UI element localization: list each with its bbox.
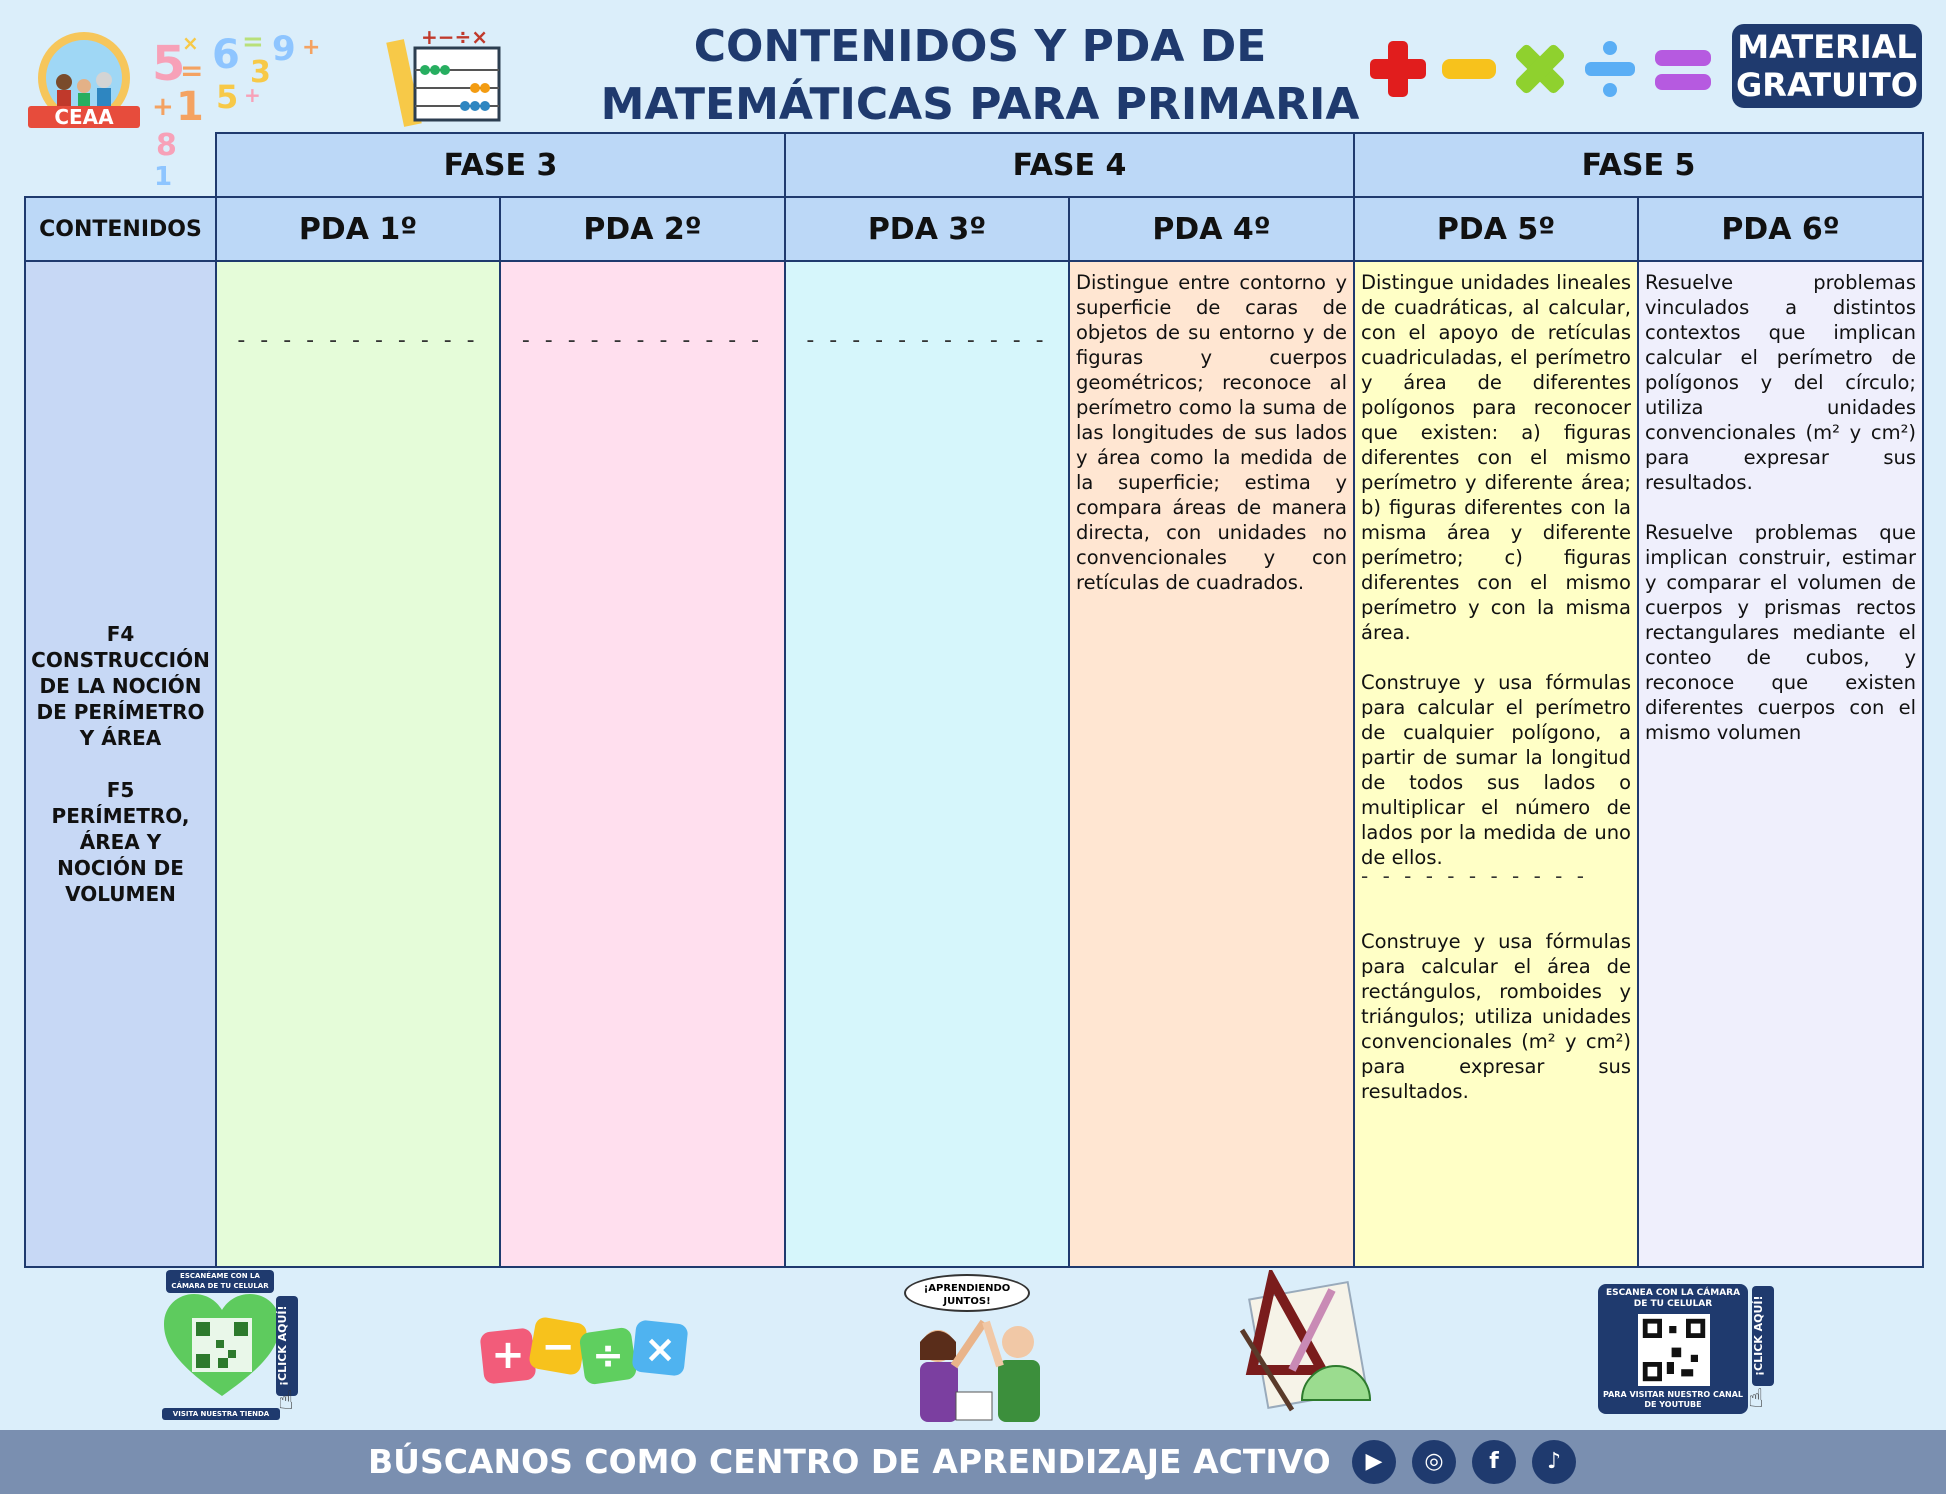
f5-label: F5 (106, 778, 135, 802)
svg-text:1: 1 (176, 84, 204, 130)
tiktok-icon[interactable]: ♪ (1532, 1440, 1576, 1484)
pda-5-cell (1354, 261, 1638, 1267)
svg-text:5: 5 (152, 36, 186, 92)
bottom-bar (0, 1430, 1946, 1494)
plus-icon (1370, 41, 1426, 97)
svg-text:−: − (541, 1324, 575, 1370)
svg-text:1: 1 (154, 162, 173, 190)
footer-icons (0, 1270, 1946, 1430)
store-qr-code[interactable]: ESCANÉAME CON LA CÁMARA DE TU CELULAR VISITA NUESTRA TIENDA ¡CLICK AQUÍ! ☝ (160, 1270, 310, 1422)
svg-text:9: 9 (272, 29, 296, 69)
youtube-qr-code[interactable]: ESCANEA CON LA CÁMARA DE TU CELULAR PARA VISITAR NUESTRO CANAL DE YOUTUBE ¡CLICK AQUÍ! ☝ (1598, 1284, 1784, 1420)
pda-5-text-2: Construye y usa fórmulas para calcular el perímetro de cualquier polígono, a partir de sumar la longitud de todos sus lados o multiplicar el número de lados por la medida de uno de ellos. (1361, 671, 1631, 869)
svg-text:6: 6 (212, 32, 240, 78)
pda-6-cell (1638, 261, 1923, 1267)
pda-1-header: PDA 1º (216, 197, 500, 261)
separator-dash: - - - - - - - - - - - (1361, 864, 1588, 888)
instagram-icon[interactable]: ◎ (1412, 1440, 1456, 1484)
svg-text:CEAA: CEAA (54, 105, 114, 129)
svg-text:+: + (302, 35, 321, 60)
pda-3-header: PDA 3º (785, 197, 1069, 261)
math-tiles-icon (478, 1314, 698, 1394)
fase-3-header: FASE 3 (216, 133, 785, 197)
click-aqui-label[interactable]: ¡CLICK AQUÍ! (1752, 1286, 1774, 1386)
svg-text:÷: ÷ (592, 1333, 624, 1377)
pda-5-text-1: Distingue unidades lineales de cuadráticas, al calcular, con el apoyo de retículas cuadriculadas, el perímetro y área de diferentes polígonos para reconocer que existen: a) figuras diferentes con el mismo perímetro y diferente área; b) figuras diferentes con la misma área y diferente perímetro; c) figuras diferentes con el mismo perímetro y con la misma área. (1361, 271, 1631, 644)
pda-4-cell (1069, 261, 1354, 1267)
pda-6-header: PDA 6º (1638, 197, 1923, 261)
minus-icon (1442, 59, 1496, 79)
equals-icon (1655, 50, 1711, 90)
material-gratuito-badge: MATERIAL GRATUITO (1732, 24, 1922, 108)
pda-2-cell (500, 261, 785, 1267)
page-title (560, 18, 1400, 134)
svg-text:3: 3 (250, 55, 271, 90)
pda-3-cell (785, 261, 1069, 1267)
svg-text:=: = (242, 27, 264, 57)
svg-text:=: = (180, 54, 204, 87)
bottom-bar-text: BÚSCANOS COMO CENTRO DE APRENDIZAJE ACTIVO (368, 1442, 1331, 1481)
empty-dash: - - - - - - - - - - - (806, 328, 1048, 353)
pointer-hand-icon: ☝ (1748, 1384, 1764, 1414)
svg-text:+: + (152, 92, 174, 122)
empty-dash: - - - - - - - - - - - (237, 328, 479, 353)
pda-5-header: PDA 5º (1354, 197, 1638, 261)
svg-text:8: 8 (156, 128, 177, 163)
f4-text: CONSTRUCCIÓN DE LA NOCIÓN DE PERÍMETRO Y ÁREA (31, 648, 210, 750)
pda-2-header: PDA 2º (500, 197, 785, 261)
qr-code-icon (1638, 1314, 1710, 1386)
click-aqui-label[interactable]: ¡CLICK AQUÍ! (276, 1296, 298, 1396)
pda-4-text: Distingue entre contorno y superficie de caras de objetos de su entorno y de figuras y cuerpos geométricos; reconoce al perímetro como la suma de las longitudes de sus lados y área como la medida de la superficie; estima y compara áreas de manera directa, con unidades no convencionales y con retículas de cuadrados. (1076, 271, 1347, 594)
abacus-icon (385, 28, 505, 128)
title-line-1: CONTENIDOS Y PDA DE (693, 21, 1267, 72)
svg-text:×: × (644, 1327, 676, 1371)
contenidos-pda-table (24, 132, 1924, 1268)
multiply-icon (1500, 36, 1579, 102)
pda-1-cell (216, 261, 500, 1267)
ceaa-logo (24, 30, 144, 130)
pda-4-header: PDA 4º (1069, 197, 1354, 261)
pda-6-text-2: Resuelve problemas que implican construir, estimar y comparar el volumen de cuerpos y prismas rectos rectangulares mediante el conteo de cubos, y reconoce que existen diferentes cuerpos con el mismo volumen (1645, 521, 1916, 744)
math-operators-decoration (1370, 36, 1715, 102)
contenidos-header: CONTENIDOS (25, 197, 216, 261)
fase-5-header: FASE 5 (1354, 133, 1923, 197)
pointer-hand-icon: ☝ (278, 1386, 294, 1416)
f5-text: PERÍMETRO, ÁREA Y NOCIÓN DE VOLUMEN (51, 804, 190, 906)
facebook-icon[interactable]: f (1472, 1440, 1516, 1484)
title-line-2: MATEMÁTICAS PARA PRIMARIA (600, 79, 1360, 130)
youtube-icon[interactable]: ▶ (1352, 1440, 1396, 1484)
svg-text:5: 5 (216, 78, 239, 116)
fase-4-header: FASE 4 (785, 133, 1354, 197)
empty-dash: - - - - - - - - - - - (521, 328, 764, 353)
geometry-tools-icon (1232, 1270, 1382, 1420)
teachers-illustration: ¡APRENDIENDO JUNTOS! (896, 1274, 1066, 1430)
svg-text:+: + (491, 1332, 525, 1378)
pda-6-text-1: Resuelve problemas vinculados a distintos contextos que implican calcular el perímetro de polígonos y del círculo; utiliza unidades convencionales (m² y cm²) para expresar sus resultados. (1645, 271, 1916, 494)
contenido-cell (25, 261, 216, 1267)
svg-text:×: × (182, 31, 199, 55)
svg-text:+−÷×: +−÷× (421, 28, 489, 49)
f4-label: F4 (106, 622, 135, 646)
pda-5-text-3: Construye y usa fórmulas para calcular el área de rectángulos, romboides y triángulos; utiliza unidades convencionales (m² y cm²) para expresar sus resultados. (1361, 930, 1631, 1103)
svg-text:+: + (244, 83, 261, 107)
divide-icon (1585, 41, 1635, 97)
heart-qr-icon (160, 1292, 284, 1402)
